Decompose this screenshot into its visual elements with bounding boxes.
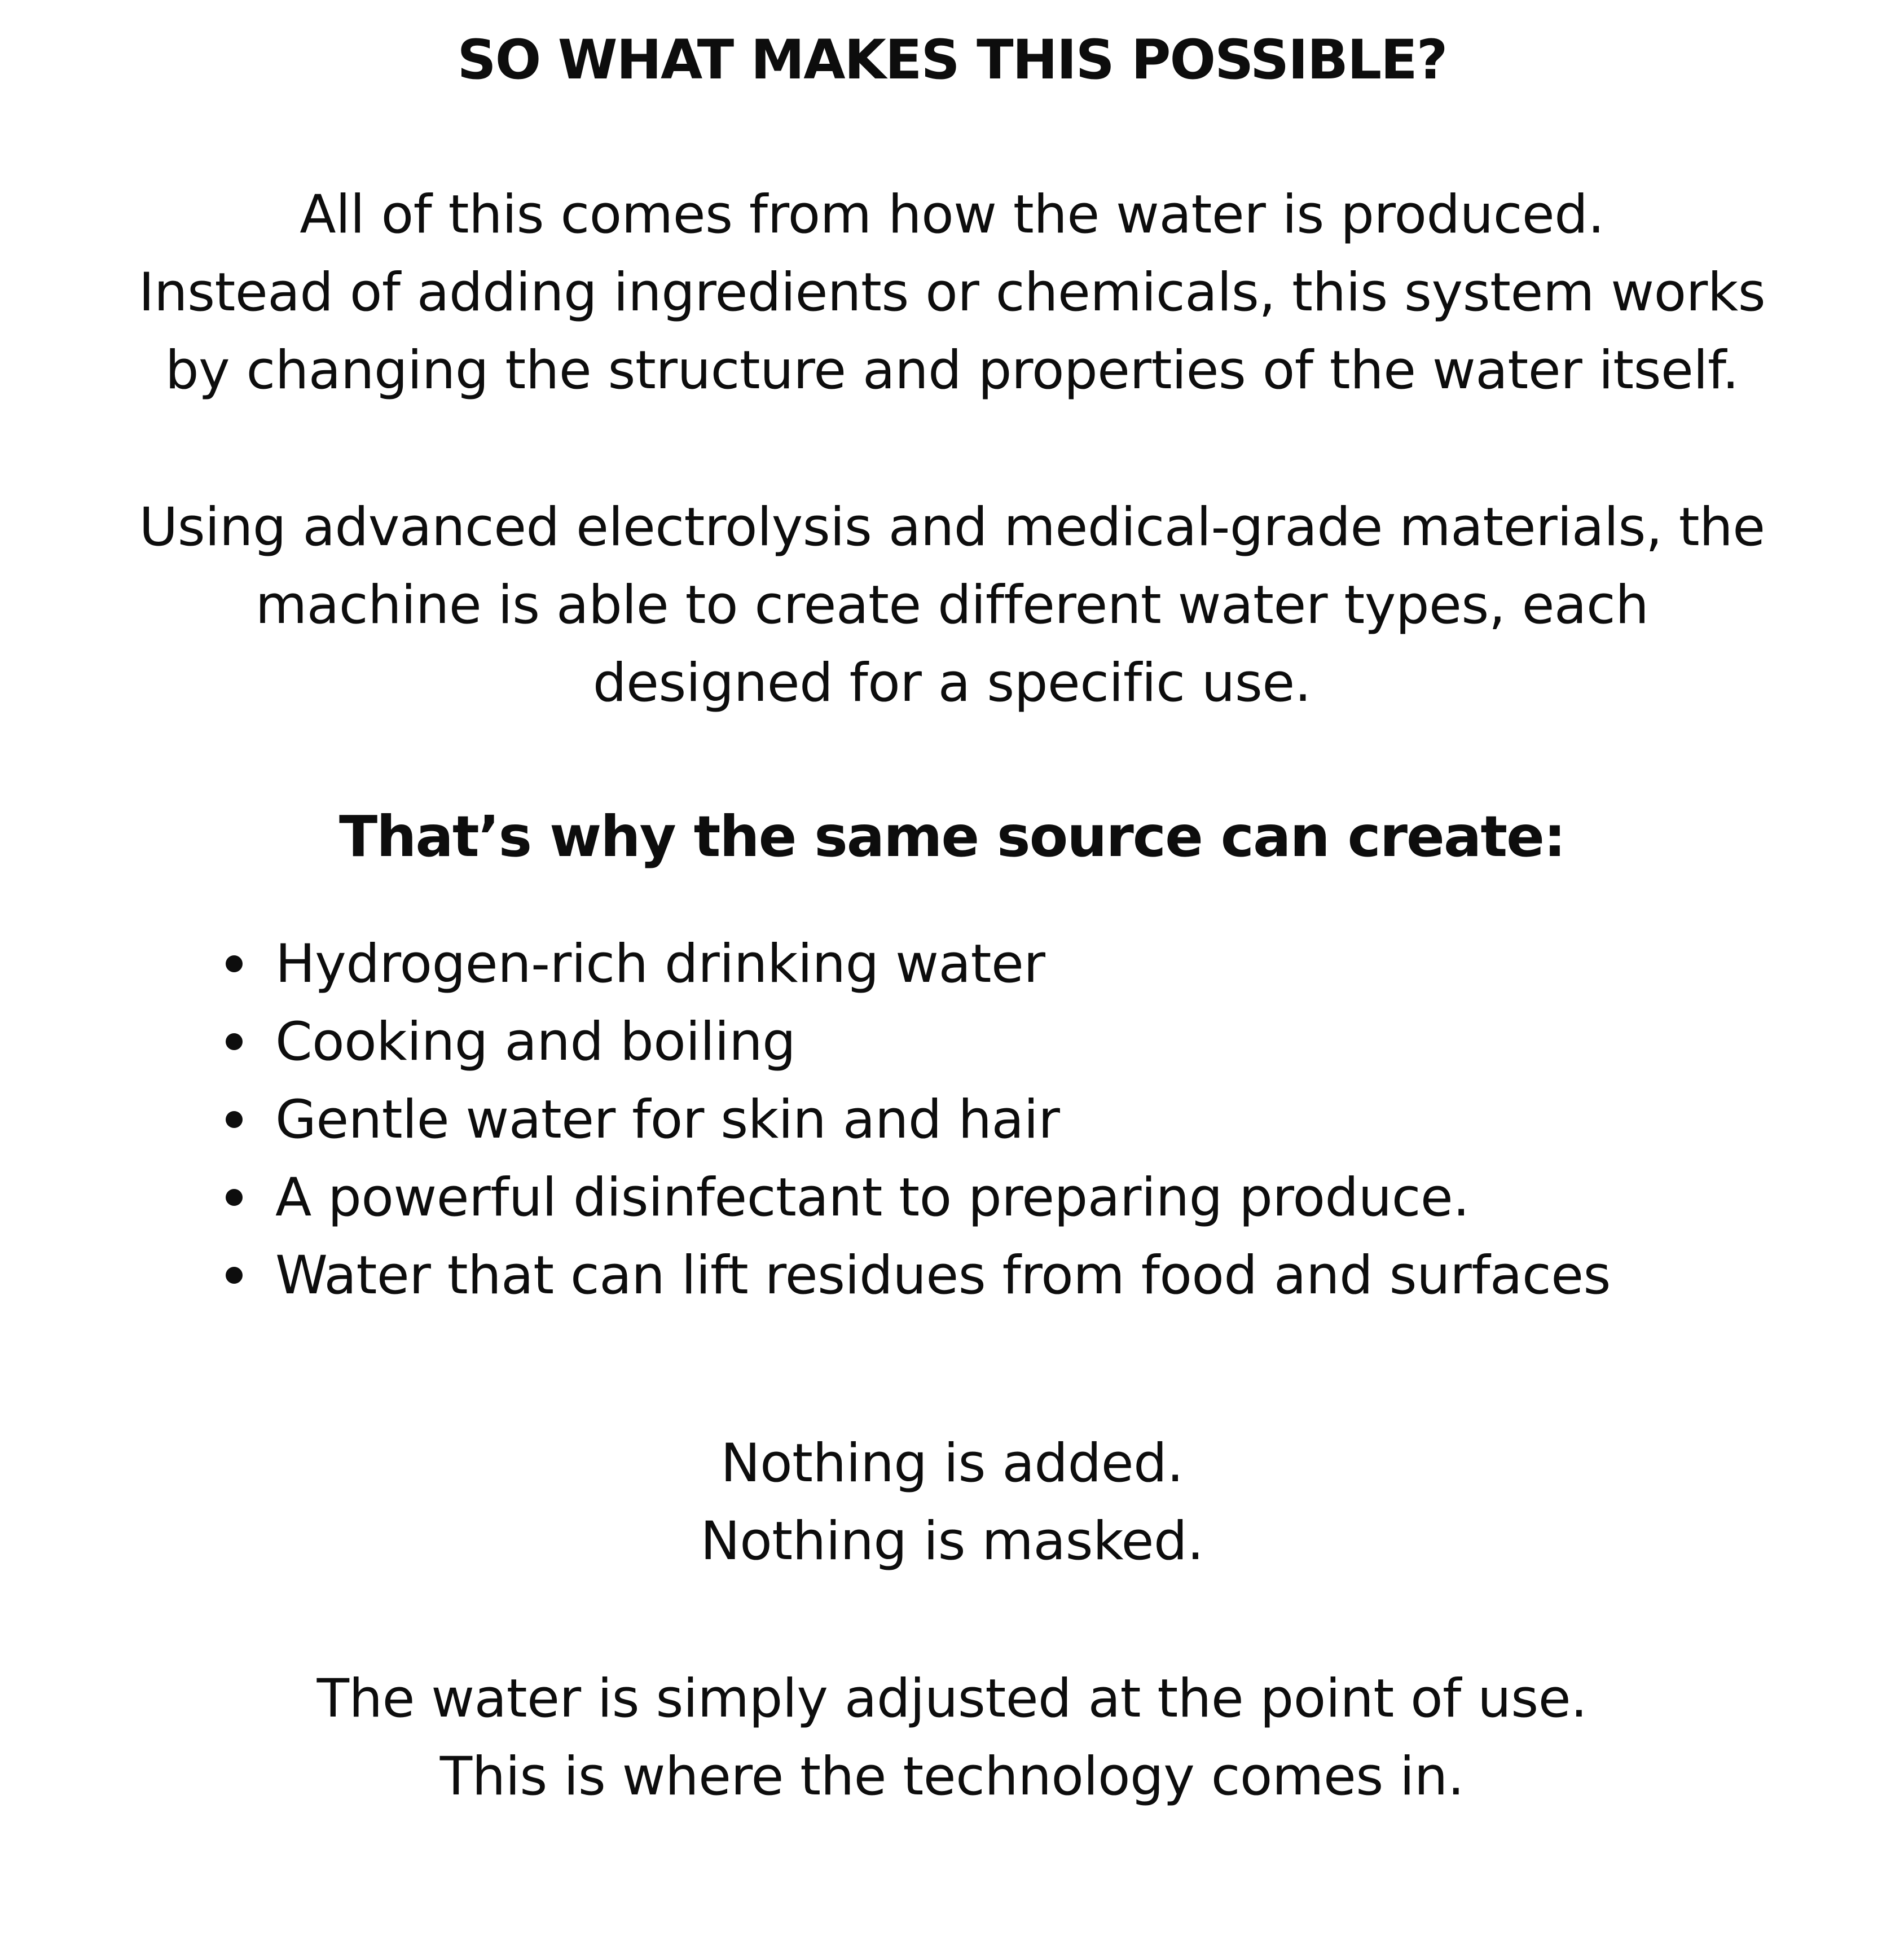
list-item-label: Gentle water for skin and hair xyxy=(275,1089,1060,1151)
bullet-icon xyxy=(226,1111,243,1128)
bullet-icon xyxy=(226,1267,243,1284)
list-item-label: Cooking and boiling xyxy=(275,1011,796,1073)
bullet-icon xyxy=(226,955,243,972)
list-item xyxy=(226,1003,1611,1081)
bullet-icon xyxy=(226,1189,243,1206)
intro-line: Instead of adding ingredients or chemicals, this system works xyxy=(138,262,1766,323)
uses-heading: That’s why the same source can create: xyxy=(339,804,1565,870)
technology-line: Using advanced electrolysis and medical-grade materials, the xyxy=(139,497,1765,558)
final-line: The water is simply adjusted at the point of use. xyxy=(316,1668,1588,1730)
list-item xyxy=(226,1159,1611,1237)
list-item-label: A powerful disinfectant to preparing produce. xyxy=(275,1167,1470,1228)
intro-line: by changing the structure and properties of the water itself. xyxy=(165,340,1739,401)
page-title: SO WHAT MAKES THIS POSSIBLE? xyxy=(457,28,1447,91)
technology-paragraph xyxy=(0,489,1904,722)
technology-line: designed for a specific use. xyxy=(592,652,1312,714)
list-item xyxy=(226,925,1611,1003)
closing-line: Nothing is masked. xyxy=(700,1511,1204,1572)
closing-line: Nothing is added. xyxy=(720,1433,1184,1494)
list-item xyxy=(226,1237,1611,1315)
closing-statement xyxy=(0,1425,1904,1581)
technology-line: machine is able to create different water types, each xyxy=(255,574,1649,636)
list-item-label: Water that can lift residues from food and surfaces xyxy=(275,1245,1611,1306)
bullet-icon xyxy=(226,1033,243,1050)
final-line: This is where the technology comes in. xyxy=(439,1746,1465,1807)
list-item xyxy=(226,1081,1611,1159)
intro-paragraph xyxy=(0,176,1904,410)
list-item-label: Hydrogen-rich drinking water xyxy=(275,933,1045,995)
intro-line: All of this comes from how the water is produced. xyxy=(300,184,1604,245)
uses-list xyxy=(226,925,1611,1315)
final-statement xyxy=(0,1660,1904,1816)
